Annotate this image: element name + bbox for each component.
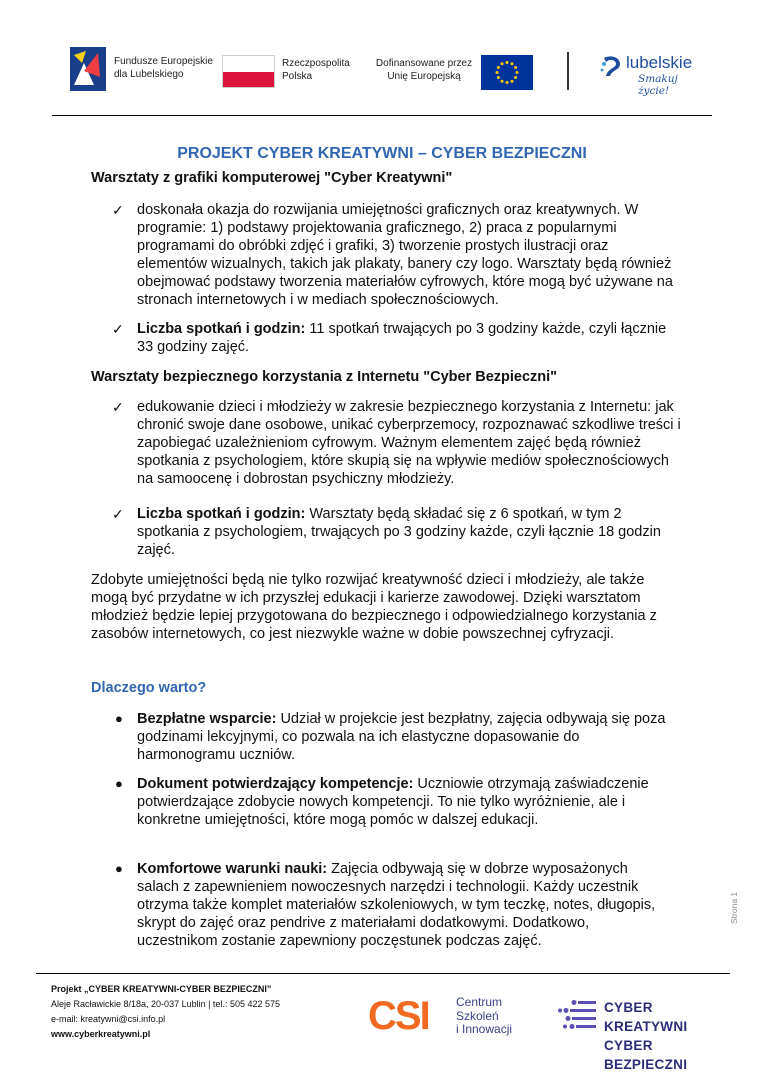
why-item2-text: Uczniowie otrzymają zaświadczenie potwierdzające zdobycie nowych kompetencji. To nie tylko wyróżnienie, ale i konkretne umiejętności, które mogą pomóc w dalszej edukacji. [137, 776, 649, 828]
csi-mark: CSI [368, 994, 429, 1038]
fe-logo-icon [70, 47, 106, 91]
section2-item2-text: Warsztaty będą składać się z 6 spotkań, w tym 2 spotkania z psychologiem, trwających po 3 godziny każde, czyli łącznie 18 godzin zajęć. [137, 506, 661, 558]
rzeczpospolita-polska-logo [222, 55, 362, 90]
section1-item-hours [112, 320, 682, 356]
why-item3-text: Zajęcia odbywają się w dobrze wyposażonych salach z zapewnieniem nowoczesnych narzędzi i technologii. Każdy uczestnik otrzyma także komplet materiałów szkoleniowych, w tym teczkę, notes, długopis, skrypt do zajęć oraz pendrive z materiałami dodatkowymi. Dodatkowo, uczestnikom zostanie zapewniony poczęstunek podczas zajęć. [137, 861, 656, 949]
footer-project-name: Projekt „CYBER KREATYWNI-CYBER BEZPIECZNI” [51, 984, 272, 994]
rp-logo-line1: Rzeczpospolita [282, 58, 350, 69]
footer-address: Aleje Racławickie 8/18a, 20-037 Lublin | tel.: 505 422 575 [51, 999, 280, 1009]
cyber-kreatywni-logo [556, 996, 716, 1072]
why-heading: Dlaczego warto? [91, 680, 207, 696]
why-item1-bold: Bezpłatne wsparcie: [137, 711, 277, 727]
lubelskie-name: lubelskie [626, 53, 693, 72]
footer-website-link[interactable]: www.cyberkreatywni.pl [51, 1029, 151, 1039]
section2-item2-bold: Liczba spotkań i godzin: [137, 506, 306, 522]
checkmark-icon: ✓ [112, 399, 124, 415]
checkmark-icon: ✓ [112, 506, 124, 522]
footer-contact [51, 982, 351, 1042]
csi-line3: i Innowacji [456, 1022, 513, 1036]
section1-heading: Warsztaty z grafiki komputerowej "Cyber Kreatywni" [91, 170, 453, 186]
page-number-label: Strona 1 [729, 891, 739, 924]
bullet-icon: ● [115, 711, 123, 726]
footer-divider [36, 973, 730, 974]
bullet-icon: ● [115, 776, 123, 791]
ck-line2: CYBER BEZPIECZNI [604, 1038, 688, 1072]
section2-item1-text: edukowanie dzieci i młodzieży w zakresie bezpiecznego korzystania z Internetu: jak chronić swoje dane osobowe, unikać cyberprzemocy, rozpoznawać szkodliwe treści i zapobiegać uzależnieniom cyfrowym. Ważnym elementem zajęć będą również spotkania z psychologiem, które skupią się na wpływie mediów społecznościowych na samoocenę i dobrostan psychiczny młodzieży. [137, 399, 681, 487]
why-item-free [112, 710, 672, 764]
section1-item-description [112, 201, 682, 309]
csi-line1: Centrum [456, 995, 503, 1009]
section2-item-description [112, 398, 682, 488]
eu-funding-logo [372, 55, 537, 90]
fe-logo-line2: dla Lubelskiego [114, 68, 184, 80]
rp-logo-line2: Polska [282, 70, 313, 82]
fundusze-europejskie-logo [70, 47, 216, 92]
footer-email[interactable]: e-mail: kreatywni@csi.info.pl [51, 1014, 166, 1024]
checkmark-icon: ✓ [112, 202, 124, 218]
ck-line1: CYBER KREATYWNI [604, 1000, 688, 1034]
lubelskie-logo [600, 50, 710, 97]
page-title: PROJEKT CYBER KREATYWNI – CYBER BEZPIECZNI [177, 145, 587, 162]
why-item3-bold: Komfortowe warunki nauki: [137, 861, 328, 877]
circuit-icon [556, 998, 600, 1034]
why-item2-bold: Dokument potwierdzający kompetencje: [137, 776, 414, 792]
checkmark-icon: ✓ [112, 321, 124, 337]
lubelskie-tagline: Smakuj życie! [638, 73, 678, 97]
eu-logo-line2: Unię Europejską [387, 70, 461, 82]
csi-line2: Szkoleń [456, 1008, 499, 1023]
polish-flag-icon [222, 55, 275, 88]
section1-item2-bold: Liczba spotkań i godzin: [137, 321, 306, 337]
header-divider [52, 115, 712, 116]
logo-separator [567, 52, 569, 90]
lubelskie-mark-icon [600, 54, 624, 80]
bullet-icon: ● [115, 861, 123, 876]
section1-item1-text: doskonała okazja do rozwijania umiejętności graficznych oraz kreatywnych. W programie: 1) podstawy projektowania graficznego, 2) praca z popularnymi programami do obróbki zdjęć i grafiki, 3) tworzenie prostych ilustracji oraz elementów wizualnych, takich jak plakaty, banery czy logo. Warsztaty będą również obejmować podstawy tworzenia materiałów cyfrowych, które mogą być używane na stronach internetowych i w mediach społecznościowych. [137, 202, 673, 308]
eu-logo-line1: Dofinansowane przez [375, 58, 473, 69]
section2-item-hours [112, 505, 682, 559]
eu-flag-icon [481, 55, 533, 90]
section1-item2-text: 11 spotkań trwających po 3 godziny każde, czyli łącznie 33 godziny zajęć. [137, 321, 667, 355]
section2-heading: Warsztaty bezpiecznego korzystania z Internetu "Cyber Bezpieczni" [91, 369, 558, 385]
why-item-conditions [112, 860, 672, 950]
fe-logo-line1: Fundusze Europejskie [114, 56, 213, 67]
why-item-certificate [112, 775, 672, 829]
csi-logo [368, 995, 538, 1040]
why-item1-text: Udział w projekcie jest bezpłatny, zajęcia odbywają się poza godzinami lekcyjnymi, co pozwala na ich elastyczne dopasowanie do harmonogramu uczniów. [137, 711, 666, 763]
summary-paragraph: Zdobyte umiejętności będą nie tylko rozwijać kreatywność dzieci i młodzieży, ale także mogą być przydatne w ich przyszłej edukacji i karierze zawodowej. Dzięki warsztatom młodzież będzie lepiej przygotowana do bezpiecznego i odpowiedzialnego korzystania z zasobów internetowych, co jest niezwykle ważne w dobie powszechnej cyfryzacji. [91, 572, 657, 642]
